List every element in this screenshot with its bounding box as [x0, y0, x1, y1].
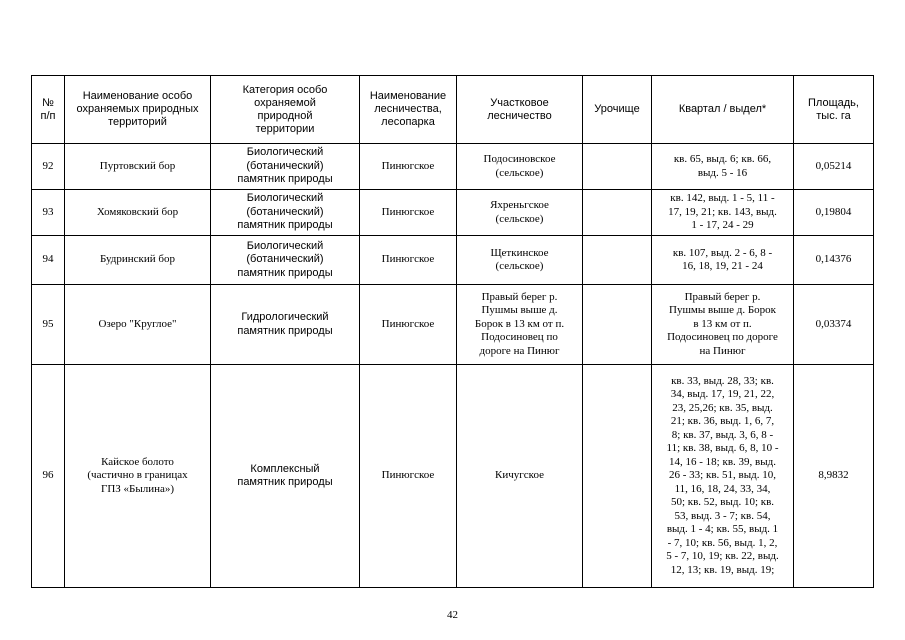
header-quarter: Квартал / выдел* [652, 76, 794, 144]
cell-district: Кичугское [457, 365, 583, 588]
protected-areas-table [31, 75, 874, 588]
cell-category: Гидрологический памятник природы [211, 285, 360, 365]
cell-quarter: кв. 107, выд. 2 - 6, 8 - 16, 18, 19, 21 - 24 [652, 236, 794, 285]
cell-category: Биологический (ботанический) памятник природы [211, 236, 360, 285]
cell-forestry: Пинюгское [360, 285, 457, 365]
cell-name: Озеро "Круглое" [65, 285, 211, 365]
cell-category: Биологический (ботанический) памятник природы [211, 190, 360, 236]
cell-number: 92 [32, 144, 65, 190]
cell-quarter: кв. 65, выд. 6; кв. 66, выд. 5 - 16 [652, 144, 794, 190]
cell-name: Кайское болото (частично в границах ГПЗ «Былина») [65, 365, 211, 588]
table-row [32, 144, 874, 190]
header-number: № п/п [32, 76, 65, 144]
header-district: Участковое лесничество [457, 76, 583, 144]
cell-number: 95 [32, 285, 65, 365]
table-row [32, 190, 874, 236]
header-category: Категория особо охраняемой природной территории [211, 76, 360, 144]
cell-number: 96 [32, 365, 65, 588]
page-number: 42 [447, 609, 458, 621]
table-row [32, 285, 874, 365]
table-row [32, 236, 874, 285]
header-tract: Урочище [583, 76, 652, 144]
cell-tract [583, 236, 652, 285]
table-header-row [32, 76, 874, 144]
cell-quarter: кв. 33, выд. 28, 33; кв. 34, выд. 17, 19, 21, 22, 23, 25,26; кв. 35, выд. 21; кв. 36, выд. 1, 6, 7, 8; кв. 37, выд. 3, 6, 8 - 11; кв. 38, выд. 6, 8, 10 - 14, 16 - 18; кв. 39, выд. 26 - 33; кв. 51, выд. 10, 11, 16, 18, 24, 33, 34, 50; кв. 52, выд. 10; кв. 53, выд. 3 - 7; кв. 54, выд. 1 - 4; кв. 55, выд. 1 - 7, 10; кв. 56, выд. 1, 2, 5 - 7, 10, 19; кв. 22, выд. 12, 13; кв. 19, выд. 19; [652, 365, 794, 588]
cell-forestry: Пинюгское [360, 144, 457, 190]
cell-forestry: Пинюгское [360, 190, 457, 236]
cell-district: Подосиновское (сельское) [457, 144, 583, 190]
cell-quarter: Правый берег р. Пушмы выше д. Борок в 13 км от п. Подосиновец по дороге на Пинюг [652, 285, 794, 365]
cell-district: Яхреньгское (сельское) [457, 190, 583, 236]
cell-category: Комплексный памятник природы [211, 365, 360, 588]
cell-area: 0,19804 [794, 190, 874, 236]
cell-number: 93 [32, 190, 65, 236]
cell-quarter: кв. 142, выд. 1 - 5, 11 - 17, 19, 21; кв. 143, выд. 1 - 17, 24 - 29 [652, 190, 794, 236]
header-forestry: Наименование лесничества, лесопарка [360, 76, 457, 144]
cell-tract [583, 190, 652, 236]
cell-number: 94 [32, 236, 65, 285]
cell-category: Биологический (ботанический) памятник природы [211, 144, 360, 190]
cell-area: 0,03374 [794, 285, 874, 365]
cell-forestry: Пинюгское [360, 365, 457, 588]
cell-area: 0,14376 [794, 236, 874, 285]
cell-area: 8,9832 [794, 365, 874, 588]
cell-area: 0,05214 [794, 144, 874, 190]
cell-district: Щеткинское (сельское) [457, 236, 583, 285]
cell-tract [583, 144, 652, 190]
cell-name: Будринский бор [65, 236, 211, 285]
cell-forestry: Пинюгское [360, 236, 457, 285]
table-row [32, 365, 874, 588]
header-name: Наименование особо охраняемых природных территорий [65, 76, 211, 144]
cell-name: Пуртовский бор [65, 144, 211, 190]
header-area: Площадь, тыс. га [794, 76, 874, 144]
cell-name: Хомяковский бор [65, 190, 211, 236]
cell-district: Правый берег р. Пушмы выше д. Борок в 13 км от п. Подосиновец по дороге на Пинюг [457, 285, 583, 365]
cell-tract [583, 285, 652, 365]
cell-tract [583, 365, 652, 588]
